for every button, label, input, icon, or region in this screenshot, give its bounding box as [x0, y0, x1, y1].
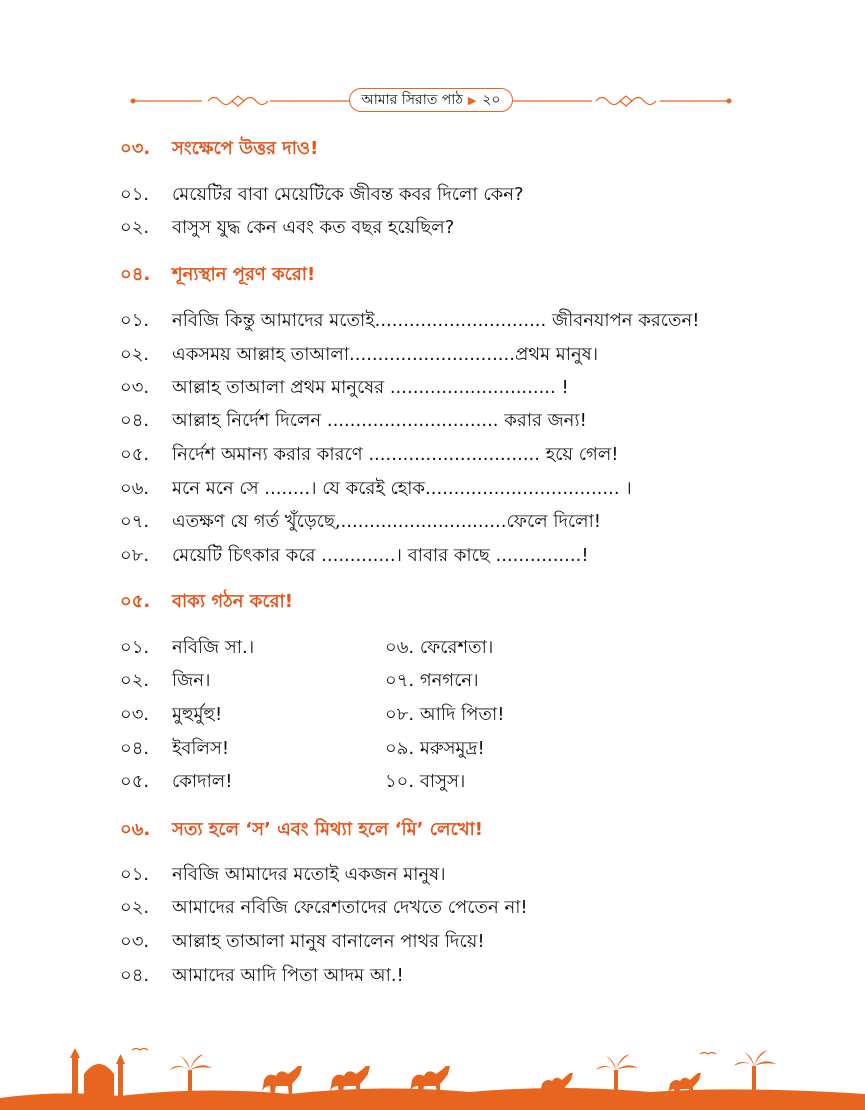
item-number: ০৭.: [120, 511, 150, 532]
item-text: নির্দেশ অমান্য করার কারণে .............................. হয়ে গেল!: [172, 444, 619, 465]
list-item: ০৭. গনগনে।: [385, 670, 479, 691]
header-title-pill: [349, 88, 513, 112]
item-number: ০২.: [120, 217, 150, 238]
section-title: [120, 815, 483, 846]
list-item: [120, 633, 254, 664]
list-item: [120, 734, 229, 765]
item-number: ০২.: [120, 897, 150, 918]
section-heading: সত্য হলে ‘স’ এবং মিথ্যা হলে ‘মি’ লেখো!: [172, 819, 483, 840]
item-text: ইবলিস!: [172, 738, 230, 759]
section-title: [120, 260, 315, 291]
triangle-right-icon: ▶: [467, 93, 477, 107]
item-number: ০৩.: [120, 377, 150, 398]
item-text: আমাদের নবিজি ফেরেশতাদের দেখতে পেতেন না!: [172, 897, 528, 918]
item-text: নবিজি সা.।: [172, 637, 255, 658]
section-title: [120, 134, 318, 165]
item-number: ০১.: [120, 637, 150, 658]
item-text: বাসুস যুদ্ধ কেন এবং কত বছর হয়েছিল?: [172, 217, 455, 238]
item-number: ০৮.: [120, 545, 150, 566]
list-item: [120, 373, 569, 404]
item-text: মুহুর্মুহু!: [172, 704, 223, 725]
section-number: ০৬.: [120, 819, 151, 840]
list-item: ০৮. আদি পিতা!: [385, 704, 505, 725]
section-number: ০৩.: [120, 138, 151, 159]
list-item: [120, 340, 598, 371]
list-item: [120, 440, 618, 471]
item-number: ০৩.: [120, 931, 150, 952]
item-number: ০২.: [120, 344, 150, 365]
list-item: [120, 507, 601, 538]
list-item: [120, 406, 587, 437]
list-item: [120, 893, 528, 924]
list-item: [120, 213, 454, 244]
item-text: মনে মনে সে ........। যে করেই হোক.................................. ।: [172, 478, 632, 499]
list-item: [120, 474, 632, 505]
list-item: [120, 860, 446, 891]
list-item: [120, 700, 222, 731]
item-number: ০৬.: [120, 478, 150, 499]
list-item: ০৯. মরুসমুদ্র!: [385, 738, 485, 759]
item-number: ০৪.: [120, 965, 150, 986]
item-text: এতক্ষণ যে গর্ত খুঁড়েছে,.............................ফেলে দিলো!: [172, 511, 602, 532]
list-item: [120, 767, 232, 798]
item-text: একসময় আল্লাহ তাআলা.............................প্রথম মানুষ।: [172, 344, 599, 365]
item-text: মেয়েটি চিৎকার করে .............। বাবার কাছে ...............!: [172, 545, 589, 566]
page-header: [130, 88, 732, 114]
section-number: ০৫.: [120, 591, 151, 612]
item-number: ০১.: [120, 310, 150, 331]
list-item: [120, 306, 699, 337]
item-text: মেয়েটির বাবা মেয়েটিকে জীবন্ত কবর দিলো কেন?: [172, 184, 524, 205]
desert-silhouette-decoration: [0, 1040, 865, 1110]
list-item: ১০. বাসুস।: [385, 771, 466, 792]
item-number: ০৫.: [120, 771, 150, 792]
list-item: [120, 541, 589, 572]
list-item: [120, 927, 485, 958]
list-item: [120, 180, 524, 211]
item-number: ০৪.: [120, 738, 150, 759]
section-number: ০৪.: [120, 264, 151, 285]
item-text: জিন।: [172, 670, 211, 691]
section-heading: বাক্য গঠন করো!: [172, 591, 293, 612]
item-text: আল্লাহ নির্দেশ দিলেন .............................. করার জন্য!: [172, 410, 587, 431]
list-item: [120, 961, 404, 992]
item-text: নবিজি আমাদের মতোই একজন মানুষ।: [172, 864, 446, 885]
item-number: ০৪.: [120, 410, 150, 431]
item-text: কোদাল!: [172, 771, 233, 792]
item-number: ০৩.: [120, 704, 150, 725]
section-title: [120, 587, 293, 618]
item-text: আল্লাহ তাআলা মানুষ বানালেন পাথর দিয়ে!: [172, 931, 485, 952]
item-text: আল্লাহ তাআলা প্রথম মানুষের ............................. !: [172, 377, 569, 398]
section-heading: শূন্যস্থান পূরণ করো!: [172, 264, 316, 285]
section-heading: সংক্ষেপে উত্তর দাও!: [172, 138, 319, 159]
item-number: ০২.: [120, 670, 150, 691]
page-number: ২০: [482, 92, 501, 108]
item-number: ০৫.: [120, 444, 150, 465]
item-number: ০১.: [120, 864, 150, 885]
item-number: ০১.: [120, 184, 150, 205]
list-item: [120, 666, 210, 697]
item-text: আমাদের আদি পিতা আদম আ.!: [172, 965, 404, 986]
book-title: আমার সিরাত পাঠ: [361, 92, 463, 108]
item-text: নবিজি কিন্তু আমাদের মতোই.............................. জীবনযাপন করতেন!: [172, 310, 700, 331]
list-item: ০৬. ফেরেশতা।: [385, 637, 494, 658]
